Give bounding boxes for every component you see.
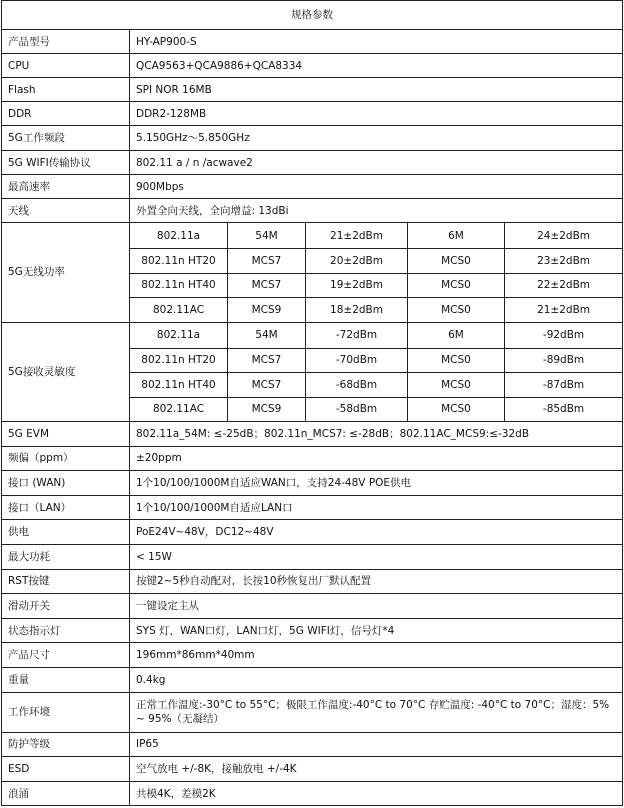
- spec-row: [2, 594, 623, 619]
- spec-value: DDR2-128MB: [130, 102, 623, 126]
- spec-row: [2, 781, 623, 806]
- power-cell: 54M: [228, 223, 306, 249]
- spec-row: [2, 199, 623, 223]
- spec-row: [2, 175, 623, 199]
- spec-row: [2, 102, 623, 126]
- spec-label: DDR: [2, 102, 130, 126]
- spec-value: 1个10/100/1000M自适应LAN口: [130, 495, 623, 520]
- sensitivity-cell: 802.11a: [130, 322, 228, 348]
- spec-row: [2, 422, 623, 447]
- spec-row: [2, 471, 623, 496]
- power-cell: 19±2dBm: [306, 273, 408, 298]
- spec-row: [2, 78, 623, 102]
- power-cell: 802.11a: [130, 223, 228, 249]
- power-cell: MCS0: [408, 249, 505, 274]
- spec-value: 按键2~5秒自动配对，长按10秒恢复出厂默认配置: [130, 569, 623, 594]
- spec-label: 接口（LAN）: [2, 495, 130, 520]
- power-cell: 23±2dBm: [505, 249, 623, 274]
- power-cell: 6M: [408, 223, 505, 249]
- sensitivity-cell: 802.11n HT20: [130, 348, 228, 373]
- spec-value: SPI NOR 16MB: [130, 78, 623, 102]
- power-cell: 24±2dBm: [505, 223, 623, 249]
- spec-value: 一键设定主从: [130, 594, 623, 619]
- spec-row: [2, 520, 623, 545]
- power-cell: 802.11AC: [130, 298, 228, 323]
- power-label: 5G无线功率: [2, 223, 130, 323]
- spec-row: [2, 544, 623, 569]
- spec-row: [2, 30, 623, 54]
- spec-label: CPU: [2, 54, 130, 78]
- power-cell: 21±2dBm: [306, 223, 408, 249]
- power-cell: 20±2dBm: [306, 249, 408, 274]
- sensitivity-cell: MCS0: [408, 373, 505, 398]
- spec-row: [2, 54, 623, 78]
- spec-value: QCA9563+QCA9886+QCA8334: [130, 54, 623, 78]
- spec-row: [2, 446, 623, 471]
- spec-row: [2, 126, 623, 151]
- power-row: [2, 223, 623, 249]
- power-cell: 21±2dBm: [505, 298, 623, 323]
- sensitivity-cell: -89dBm: [505, 348, 623, 373]
- spec-label: 供电: [2, 520, 130, 545]
- sensitivity-cell: 6M: [408, 322, 505, 348]
- power-cell: MCS9: [228, 298, 306, 323]
- sensitivity-cell: 54M: [228, 322, 306, 348]
- sensitivity-cell: -72dBm: [306, 322, 408, 348]
- spec-label: 状态指示灯: [2, 618, 130, 643]
- spec-label: 最高速率: [2, 175, 130, 199]
- spec-label: ESD: [2, 757, 130, 782]
- spec-label: 频偏（ppm）: [2, 446, 130, 471]
- power-cell: 802.11n HT40: [130, 273, 228, 298]
- sensitivity-label: 5G接收灵敏度: [2, 322, 130, 422]
- spec-value: 802.11a_54M: ≤-25dB；802.11n_MCS7: ≤-28dB；802.11AC_MCS9:≤-32dB: [130, 422, 623, 447]
- spec-value: 1个10/100/1000M自适应WAN口，支持24-48V POE供电: [130, 471, 623, 496]
- spec-row: [2, 643, 623, 668]
- sensitivity-cell: -58dBm: [306, 397, 408, 422]
- sensitivity-cell: -70dBm: [306, 348, 408, 373]
- spec-table: [1, 0, 623, 806]
- power-cell: 22±2dBm: [505, 273, 623, 298]
- sensitivity-cell: MCS0: [408, 397, 505, 422]
- spec-label: 产品尺寸: [2, 643, 130, 668]
- power-cell: MCS0: [408, 298, 505, 323]
- spec-label: 工作环境: [2, 692, 130, 732]
- sensitivity-cell: -92dBm: [505, 322, 623, 348]
- spec-label: 防护等级: [2, 732, 130, 757]
- sensitivity-cell: MCS7: [228, 348, 306, 373]
- spec-row: [2, 667, 623, 692]
- power-cell: 802.11n HT20: [130, 249, 228, 274]
- spec-row: [2, 732, 623, 757]
- spec-value: < 15W: [130, 544, 623, 569]
- spec-label: RST按键: [2, 569, 130, 594]
- spec-value: PoE24V~48V，DC12~48V: [130, 520, 623, 545]
- spec-label: 5G工作频段: [2, 126, 130, 151]
- spec-value: 空气放电 +/-8K，接触放电 +/-4K: [130, 757, 623, 782]
- spec-label: 天线: [2, 199, 130, 223]
- spec-label: 产品型号: [2, 30, 130, 54]
- spec-value: 5.150GHz～5.850GHz: [130, 126, 623, 151]
- spec-value: 共模4K，差模2K: [130, 781, 623, 806]
- spec-row: [2, 692, 623, 732]
- sensitivity-cell: -85dBm: [505, 397, 623, 422]
- spec-row: [2, 757, 623, 782]
- spec-label: 接口 (WAN): [2, 471, 130, 496]
- spec-value: HY-AP900-S: [130, 30, 623, 54]
- spec-label: 5G WIFI传输协议: [2, 151, 130, 175]
- power-cell: MCS7: [228, 249, 306, 274]
- sensitivity-cell: 802.11AC: [130, 397, 228, 422]
- sensitivity-cell: -87dBm: [505, 373, 623, 398]
- spec-label: 5G EVM: [2, 422, 130, 447]
- sensitivity-cell: MCS7: [228, 373, 306, 398]
- spec-label: 最大功耗: [2, 544, 130, 569]
- power-cell: MCS0: [408, 273, 505, 298]
- spec-label: 重量: [2, 667, 130, 692]
- spec-value: 正常工作温度:-30°C to 55°C；极限工作温度:-40°C to 70°C 存贮温度: -40°C to 70°C；湿度：5% ~ 95%（无凝结）: [130, 692, 623, 732]
- spec-row: [2, 495, 623, 520]
- sensitivity-row: [2, 322, 623, 348]
- spec-value: IP65: [130, 732, 623, 757]
- spec-value: 196mm*86mm*40mm: [130, 643, 623, 668]
- sensitivity-cell: MCS0: [408, 348, 505, 373]
- spec-label: 滑动开关: [2, 594, 130, 619]
- spec-value: 802.11 a / n /acwave2: [130, 151, 623, 175]
- spec-value: SYS 灯，WAN口灯，LAN口灯，5G WIFI灯，信号灯*4: [130, 618, 623, 643]
- spec-label: Flash: [2, 78, 130, 102]
- sensitivity-cell: -68dBm: [306, 373, 408, 398]
- sensitivity-cell: 802.11n HT40: [130, 373, 228, 398]
- power-cell: MCS7: [228, 273, 306, 298]
- spec-value: ±20ppm: [130, 446, 623, 471]
- spec-row: [2, 569, 623, 594]
- power-cell: 18±2dBm: [306, 298, 408, 323]
- spec-value: 0.4kg: [130, 667, 623, 692]
- spec-value: 外置全向天线，全向增益: 13dBi: [130, 199, 623, 223]
- title-row: [2, 1, 623, 30]
- spec-row: [2, 618, 623, 643]
- spec-label: 浪涌: [2, 781, 130, 806]
- sensitivity-cell: MCS9: [228, 397, 306, 422]
- spec-value: 900Mbps: [130, 175, 623, 199]
- table-title: 规格参数: [2, 1, 623, 30]
- spec-row: [2, 151, 623, 175]
